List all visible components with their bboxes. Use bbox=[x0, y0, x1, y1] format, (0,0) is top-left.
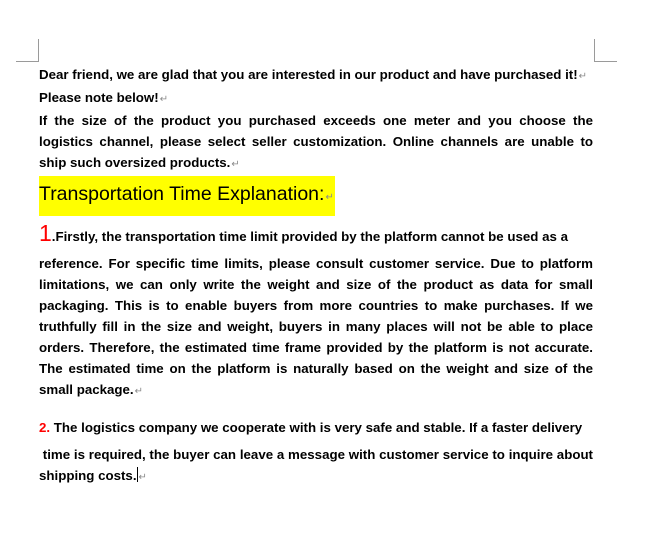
text-cursor bbox=[137, 467, 138, 482]
list-item-1-first-line: .Firstly, the transportation time limit provided by the platform cannot be used as a bbox=[51, 229, 568, 244]
paragraph-mark-icon: ↵ bbox=[159, 94, 169, 105]
list-item-1-number: 1 bbox=[39, 220, 52, 246]
list-item-2-number: 2. bbox=[39, 420, 51, 435]
list-item-1-rest: reference. For specific time limits, please consult customer service. Due to platform limitations, we can only write the weight and size of the product as data for small packaging. This is to enable buyers from more countries to make purchases. If we truthfully fill in the size and weight, buyers in many places will not be able to place orders. Therefore, the estimated time frame provided by the platform is not accurate. The estimated time on the platform is naturally based on the weight and size of the small package. bbox=[39, 256, 593, 397]
list-item-2 bbox=[39, 412, 593, 488]
section-heading-text: Transportation Time Explanation: bbox=[39, 183, 325, 205]
paragraph-mark-icon: ↵ bbox=[325, 192, 334, 203]
intro-paragraph-2 bbox=[39, 87, 593, 110]
list-item-2-first-line: The logistics company we cooperate with is very safe and stable. If a faster delivery bbox=[50, 420, 583, 435]
section-heading bbox=[39, 176, 335, 216]
intro-paragraph-3 bbox=[39, 110, 593, 175]
document-body[interactable] bbox=[39, 64, 593, 488]
list-item-1 bbox=[39, 221, 593, 402]
intro-paragraph-1 bbox=[39, 64, 593, 87]
paragraph-mark-icon: ↵ bbox=[138, 472, 147, 483]
paragraph-mark-icon: ↵ bbox=[134, 386, 144, 397]
paragraph-mark-icon: ↵ bbox=[231, 159, 240, 170]
crop-mark-top-right bbox=[594, 39, 617, 62]
crop-mark-top-left bbox=[16, 39, 39, 62]
intro-line-2: Please note below! bbox=[39, 90, 159, 105]
list-item-2-rest: time is required, the buyer can leave a message with customer service to inquire about shipping costs. bbox=[39, 447, 593, 483]
paragraph-mark-icon: ↵ bbox=[578, 71, 588, 82]
intro-line-1: Dear friend, we are glad that you are interested in our product and have purchased it! bbox=[39, 67, 578, 82]
intro-line-3: If the size of the product you purchased exceeds one meter and you choose the logistics channel, please select seller customization. Online channels are unable to ship such oversized products. bbox=[39, 113, 593, 170]
section-heading-row bbox=[39, 176, 593, 213]
